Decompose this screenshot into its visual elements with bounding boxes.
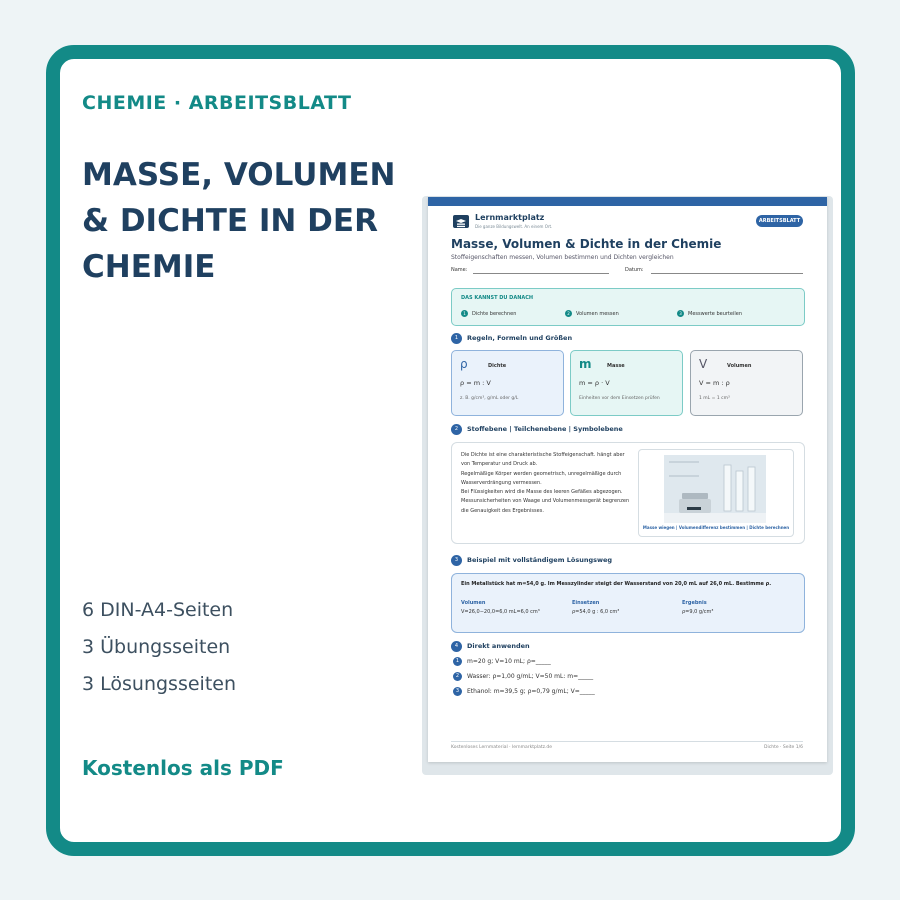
- goal-number: 1: [461, 310, 468, 317]
- card-formula: V = m : ρ: [699, 379, 730, 387]
- stat-exercises: 3 Übungsseiten: [82, 636, 231, 658]
- date-line: [651, 273, 803, 274]
- goal-number: 2: [565, 310, 572, 317]
- card-note: 1 mL = 1 cm³: [699, 396, 730, 401]
- section-number: 3: [451, 555, 462, 566]
- volume-card: [690, 350, 803, 416]
- cover-title: MASSE, VOLUMEN & DICHTE IN DER CHEMIE: [82, 157, 396, 285]
- worksheet-badge: ARBEITSBLATT: [756, 215, 803, 227]
- worksheet-title: Masse, Volumen & Dichte in der Chemie: [451, 237, 722, 251]
- card-name: Masse: [607, 363, 625, 369]
- card-note: Einheiten vor dem Einsetzen prüfen: [579, 396, 660, 401]
- density-card: [451, 350, 564, 416]
- step-value: ρ=9,0 g/cm³: [682, 609, 714, 615]
- stats-list: [82, 592, 236, 703]
- goal-label: Dichte berechnen: [472, 310, 517, 317]
- learning-goals-box: [451, 288, 805, 326]
- explanation-text: [461, 451, 633, 516]
- worksheet-subtitle: Stoffeigenschaften messen, Volumen bestimmen und Dichten vergleichen: [451, 254, 674, 261]
- exercise-number: 1: [453, 657, 462, 666]
- learning-goals-heading: DAS KANNST DU DANACH: [461, 295, 534, 301]
- download-cta[interactable]: Kostenlos als PDF: [82, 756, 284, 780]
- exercise-text: Ethanol: m=39,5 g; ρ=0,79 g/mL; V=_____: [467, 688, 595, 695]
- section-title: Stoffebene | Teilchenebene | Symbolebene: [467, 425, 623, 433]
- footer-source: Kostenloses Lernmaterial · lernmarktplatz.de: [451, 745, 553, 750]
- worksheet-preview: [428, 197, 827, 762]
- name-line: [473, 273, 609, 274]
- card-formula: m = ρ · V: [579, 379, 610, 387]
- explanation-panel: [451, 442, 805, 544]
- stat-solutions: 3 Lösungsseiten: [82, 673, 236, 695]
- exercise-item: [453, 672, 593, 681]
- section-number: 1: [451, 333, 462, 344]
- goal-item: [565, 310, 619, 317]
- brand-name: Lernmarktplatz: [475, 213, 545, 222]
- exercise-item: [453, 657, 551, 666]
- card-note: z. B. g/cm³, g/mL oder g/L: [460, 396, 519, 401]
- exercise-number: 2: [453, 672, 462, 681]
- goal-label: Volumen messen: [576, 310, 619, 317]
- goal-item: [677, 310, 742, 317]
- logo-icon: [453, 215, 469, 228]
- step-heading: Ergebnis: [682, 600, 707, 606]
- explanation-line: Messunsicherheiten von Waage und Volumenmessgerät begrenzen die Genauigkeit des Ergebnisses.: [461, 498, 630, 514]
- section-title: Regeln, Formeln und Größen: [467, 334, 573, 342]
- density-symbol: ρ: [460, 357, 468, 371]
- mass-card: [570, 350, 683, 416]
- card-name: Volumen: [727, 363, 752, 369]
- lab-image-caption: Masse wiegen | Volumendifferenz bestimmen | Dichte berechnen: [642, 525, 790, 530]
- step-heading: Einsetzen: [572, 600, 600, 606]
- volume-symbol: V: [699, 357, 708, 371]
- section-title: Direkt anwenden: [467, 642, 530, 650]
- worksheet-top-bar: [428, 197, 827, 206]
- exercise-item: [453, 687, 595, 696]
- step-value: ρ=54,0 g : 6,0 cm³: [572, 609, 620, 615]
- lab-image-card: [638, 449, 794, 537]
- goal-item: [461, 310, 516, 317]
- exercise-number: 3: [453, 687, 462, 696]
- example-panel: [451, 573, 805, 633]
- example-question: Ein Metallstück hat m=54,0 g. Im Messzylinder steigt der Wasserstand von 20,0 mL auf 26,0 mL. Bestimme ρ.: [461, 581, 772, 587]
- goal-label: Messwerte beurteilen: [688, 310, 742, 317]
- explanation-line: Regelmäßige Körper werden geometrisch, unregelmäßige durch Wasserverdrängung vermessen.: [461, 470, 622, 486]
- section-title: Beispiel mit vollständigem Lösungsweg: [467, 556, 613, 564]
- example-step: [572, 600, 619, 615]
- goal-number: 3: [677, 310, 684, 317]
- footer-divider: [451, 741, 803, 742]
- subject-label: CHEMIE · ARBEITSBLATT: [82, 92, 352, 114]
- mass-symbol: m: [579, 357, 592, 371]
- brand-tagline: Die ganze Bildungswelt. An einem Ort.: [475, 224, 553, 229]
- section-number: 4: [451, 641, 462, 652]
- card-formula: ρ = m : V: [460, 379, 491, 387]
- lab-photo: [664, 455, 766, 523]
- footer-page: Dichte · Seite 1/6: [764, 745, 803, 750]
- section-number: 2: [451, 424, 462, 435]
- exercise-text: m=20 g; V=10 mL; ρ=_____: [467, 658, 551, 665]
- date-label: Datum:: [625, 267, 644, 273]
- example-step: [461, 600, 540, 615]
- step-value: V=26,0−20,0=6,0 mL=6,0 cm³: [461, 609, 540, 615]
- step-heading: Volumen: [461, 600, 486, 606]
- name-label: Name:: [451, 267, 468, 273]
- explanation-line: Die Dichte ist eine charakteristische Stoffeigenschaft. hängt aber von Temperatur und Druck ab.: [461, 452, 625, 468]
- explanation-line: Bei Flüssigkeiten wird die Masse des leeren Gefäßes abgezogen.: [461, 489, 623, 496]
- example-step: [682, 600, 713, 615]
- card-name: Dichte: [488, 363, 507, 369]
- exercise-text: Wasser: ρ=1,00 g/mL; V=50 mL: m=_____: [467, 673, 594, 680]
- stat-pages: 6 DIN-A4-Seiten: [82, 599, 234, 621]
